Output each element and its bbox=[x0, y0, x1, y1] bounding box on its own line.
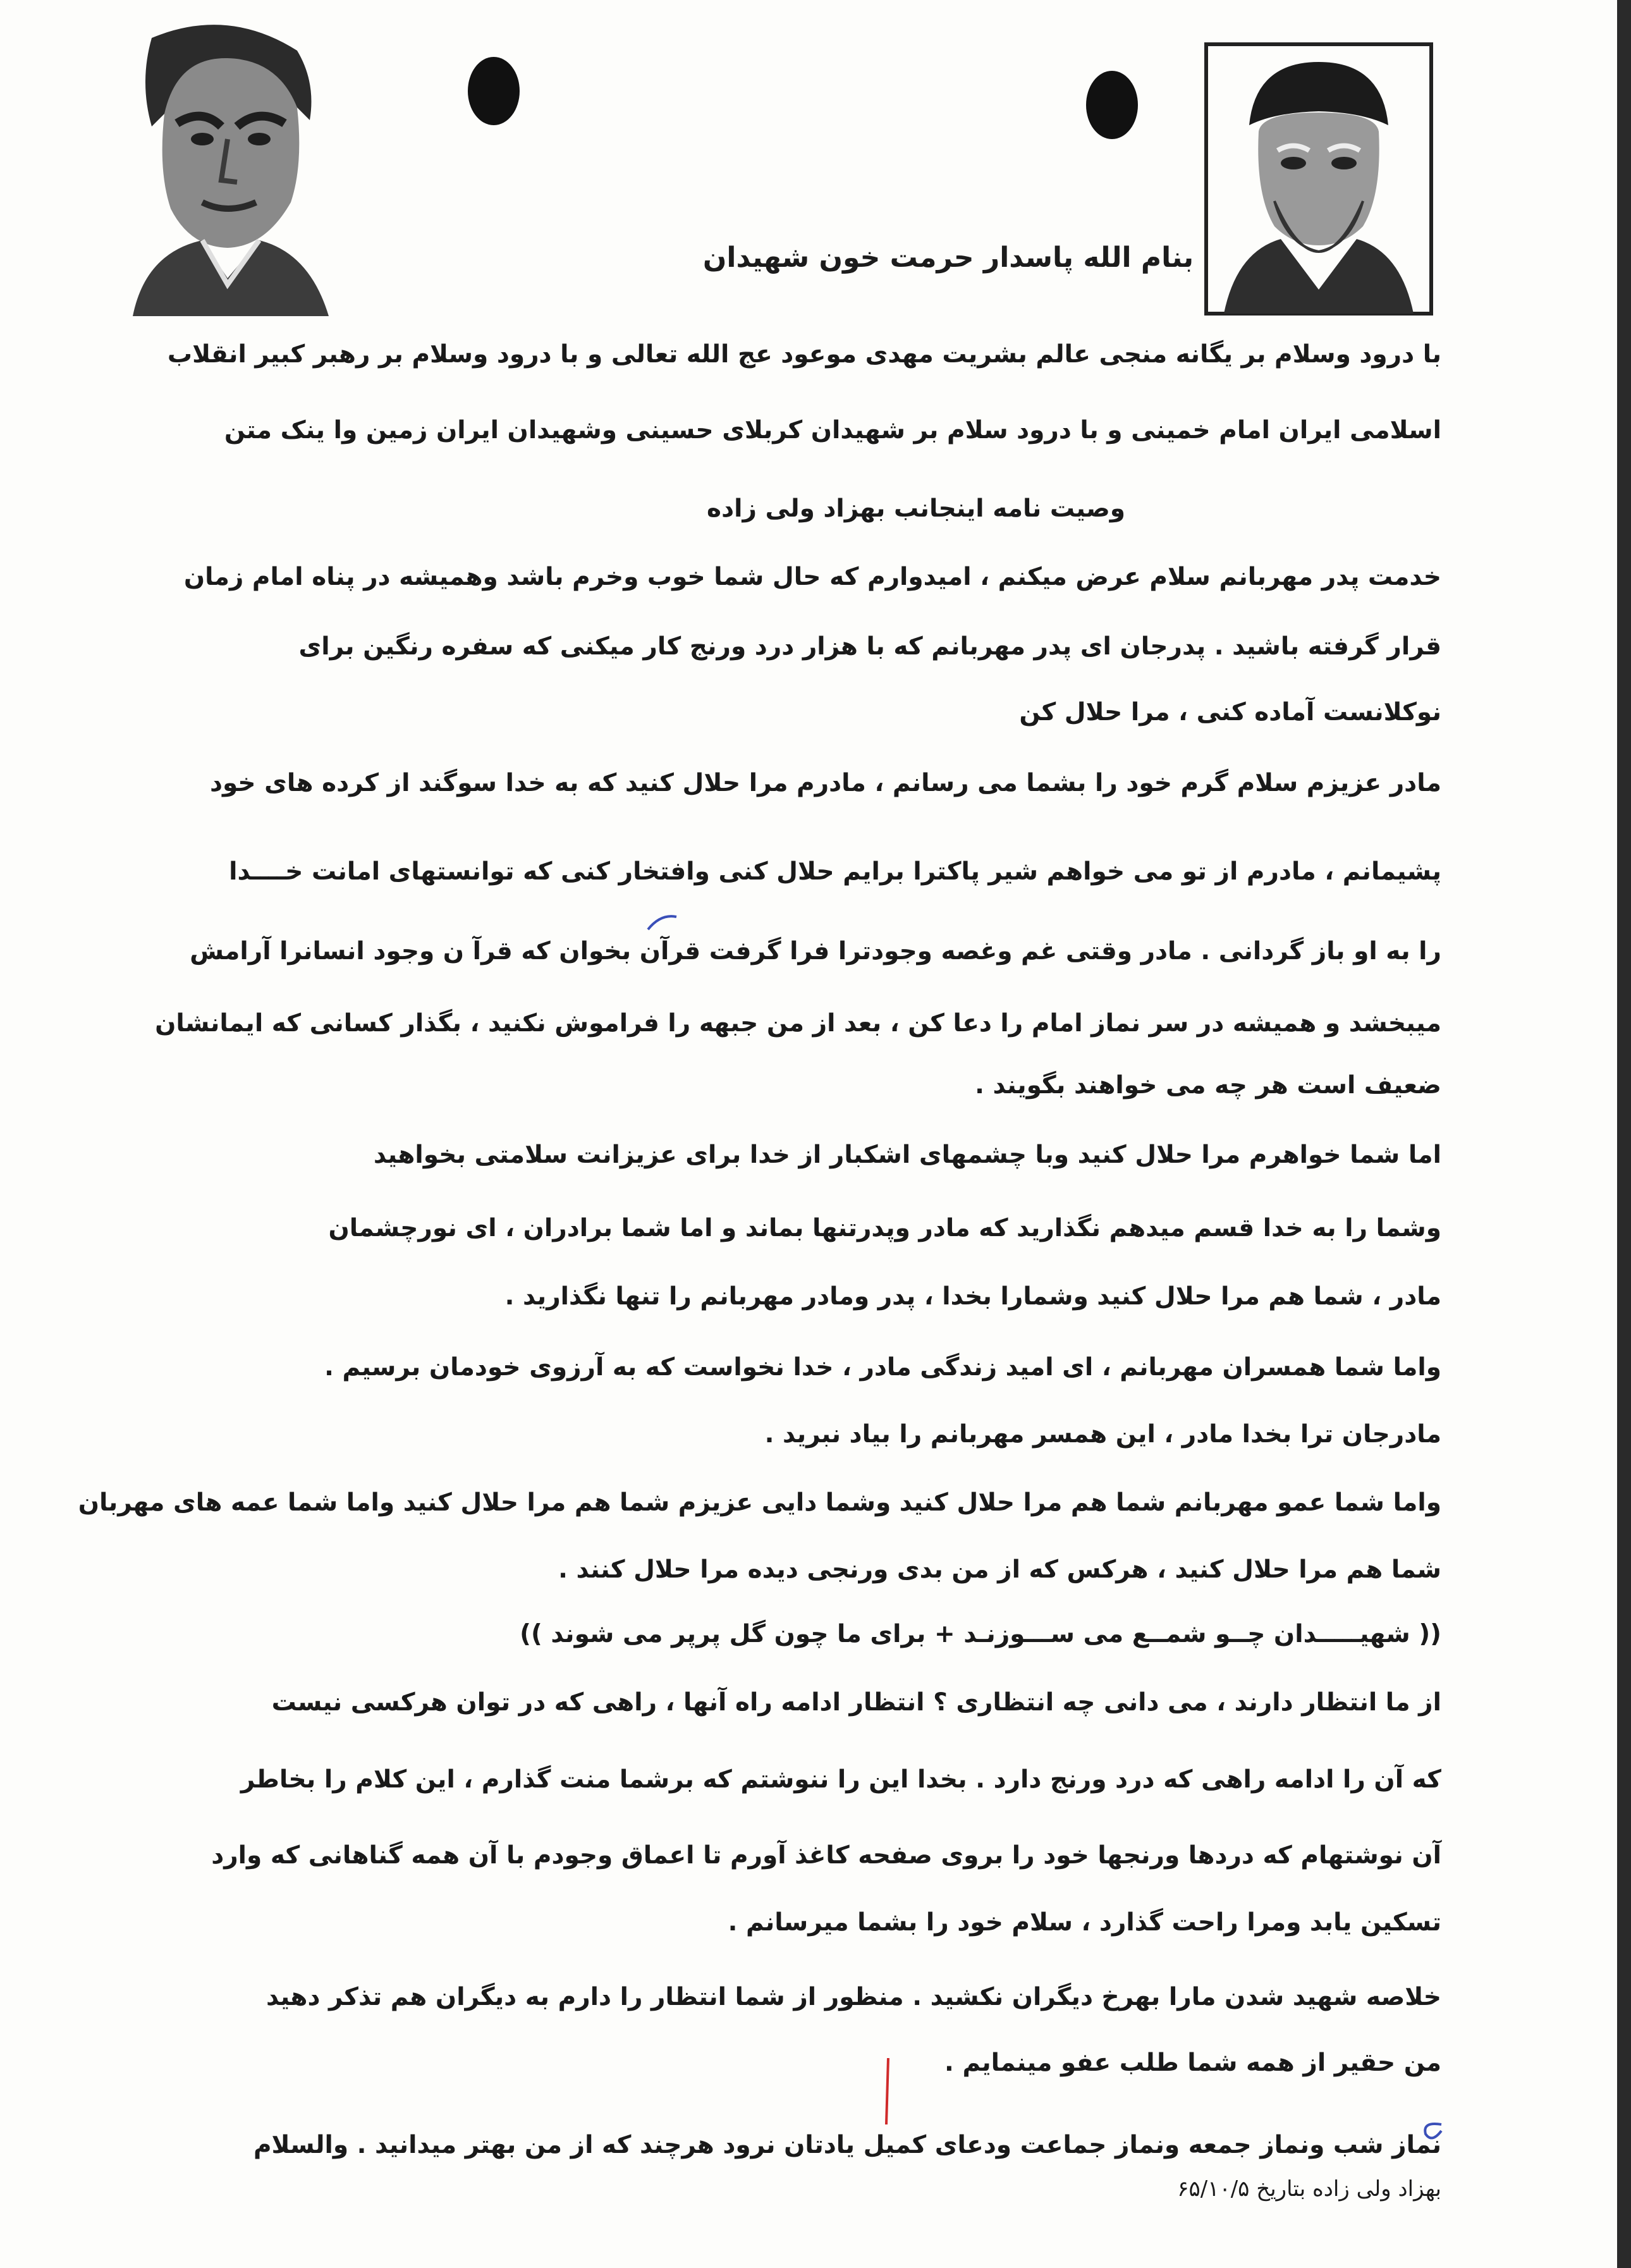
signature-date-line: بهزاد ولی زاده بتاریخ ۶۵/۱۰/۵ bbox=[1177, 2176, 1441, 2202]
portrait-photo-right bbox=[1199, 37, 1439, 321]
portrait-photo-left bbox=[107, 13, 348, 316]
letter-line: اسلامی ایران امام خمینی و با درود سلام بر شهیدان کربلای حسینی وشهیدان ایران زمین وا ینک متن bbox=[224, 416, 1441, 444]
letter-line: (( شهیـــــدان چــو شمــع می ســـوزنـد + برای ما چون گل پرپر می شوند )) bbox=[520, 1620, 1441, 1648]
letter-line: وصیت نامه اینجانب بهزاد ولی زاده bbox=[707, 494, 1125, 523]
letter-line: واما شما عمو مهربانم شما هم مرا حلال کنید وشما دایی عزیزم شما هم مرا حلال کنید واما شما عمه های مهربان bbox=[78, 1488, 1441, 1517]
letter-line: ضعیف است هر چه می خواهند بگویند . bbox=[975, 1071, 1441, 1100]
letter-line: وشما را به خدا قسم میدهم نگذارید که مادر وپدرتنها بماند و اما شما برادران ، ای نورچشمان bbox=[328, 1214, 1441, 1242]
letter-line: نوکلانست آماده کنی ، مرا حلال کن bbox=[1019, 698, 1441, 726]
letter-line: شما هم مرا حلال کنید ، هرکس که از من بدی ورنجی دیده مرا حلال کنند . bbox=[558, 1555, 1441, 1584]
letter-line: تسکین یابد ومرا راحت گذارد ، سلام خود را بشما میرسانم . bbox=[728, 1908, 1441, 1937]
letter-line: خدمت پدر مهربانم سلام عرض میکنم ، امیدوارم که حال شما خوب وخرم باشد وهمیشه در پناه امام زمان bbox=[183, 563, 1441, 591]
punch-hole bbox=[1086, 71, 1138, 139]
letter-line: که آن را ادامه راهی که درد ورنج دارد . بخدا این را ننوشتم که برشما منت گذارم ، این کلام را بخاطر bbox=[240, 1765, 1441, 1794]
blue-pen-mark bbox=[645, 910, 683, 936]
letter-line: قرار گرفته باشید . پدرجان ای پدر مهربانم که با هزار درد ورنج کار میکنی که سفره رنگین برای bbox=[298, 632, 1441, 661]
punch-hole bbox=[468, 57, 520, 125]
letter-line: آن نوشتهام که دردها ورنجها خود را بروی صفحه کاغذ آورم تا اعماق وجودم با آن همه گناهانی که وارد bbox=[211, 1841, 1441, 1870]
letter-line: را به او باز گردانی . مادر وقتی غم وغصه وجودترا فرا گرفت قرآن بخوان که قرآ ن وجود انسانرا آرامش bbox=[190, 937, 1441, 965]
document-title: بنام الله پاسدار حرمت خون شهیدان bbox=[702, 242, 1194, 274]
red-pen-mark bbox=[879, 2055, 898, 2131]
letter-line: اما شما خواهرم مرا حلال کنید وبا چشمهای اشکبار از خدا برای عزیزانت سلامتی بخواهید bbox=[373, 1141, 1441, 1169]
letter-line: نماز شب ونماز جمعه ونماز جماعت ودعای کمیل یادتان نرود هرچند که از من بهتر میدانید . والسلام bbox=[253, 2131, 1441, 2159]
blue-pen-mark bbox=[1416, 2118, 1448, 2150]
letter-line: مادر ، شما هم مرا حلال کنید وشمارا بخدا ، پدر ومادر مهربانم را تنها نگذارید . bbox=[504, 1282, 1441, 1311]
scan-edge bbox=[1617, 0, 1631, 2268]
letter-line: پشیمانم ، مادرم از تو می خواهم شیر پاکترا برایم حلال کنی وافتخار کنی که توانستهای امانت خــــدا bbox=[229, 857, 1441, 886]
letter-line: من حقیر از همه شما طلب عفو مینمایم . bbox=[944, 2049, 1441, 2077]
letter-line: خلاصه شهید شدن مارا بهرخ دیگران نکشید . منظور از شما انتظار را دارم به دیگران هم تذکر دهید bbox=[266, 1983, 1441, 2011]
letter-line: میبخشد و همیشه در سر نماز امام را دعا کن ، بعد از من جبهه را فراموش نکنید ، بگذار کسانی که ایمانشان bbox=[155, 1009, 1441, 1038]
letter-line: با درود وسلام بر یگانه منجی عالم بشریت مهدی موعود عج الله تعالی و با درود وسلام بر رهبر کبیر انقلاب bbox=[167, 340, 1441, 369]
letter-line: از ما انتظار دارند ، می دانی چه انتظاری ؟ انتظار ادامه راه آنها ، راهی که در توان هرکسی نیست bbox=[271, 1688, 1441, 1717]
letter-line: واما شما همسران مهربانم ، ای امید زندگی مادر ، خدا نخواست که به آرزوی خودمان برسیم . bbox=[324, 1353, 1441, 1382]
letter-line: مادرجان ترا بخدا مادر ، این همسر مهربانم را بیاد نبرید . bbox=[764, 1420, 1441, 1449]
letter-line: مادر عزیزم سلام گرم خود را بشما می رسانم ، مادرم مرا حلال کنید که به خدا سوگند از کرده های خود bbox=[209, 769, 1441, 797]
